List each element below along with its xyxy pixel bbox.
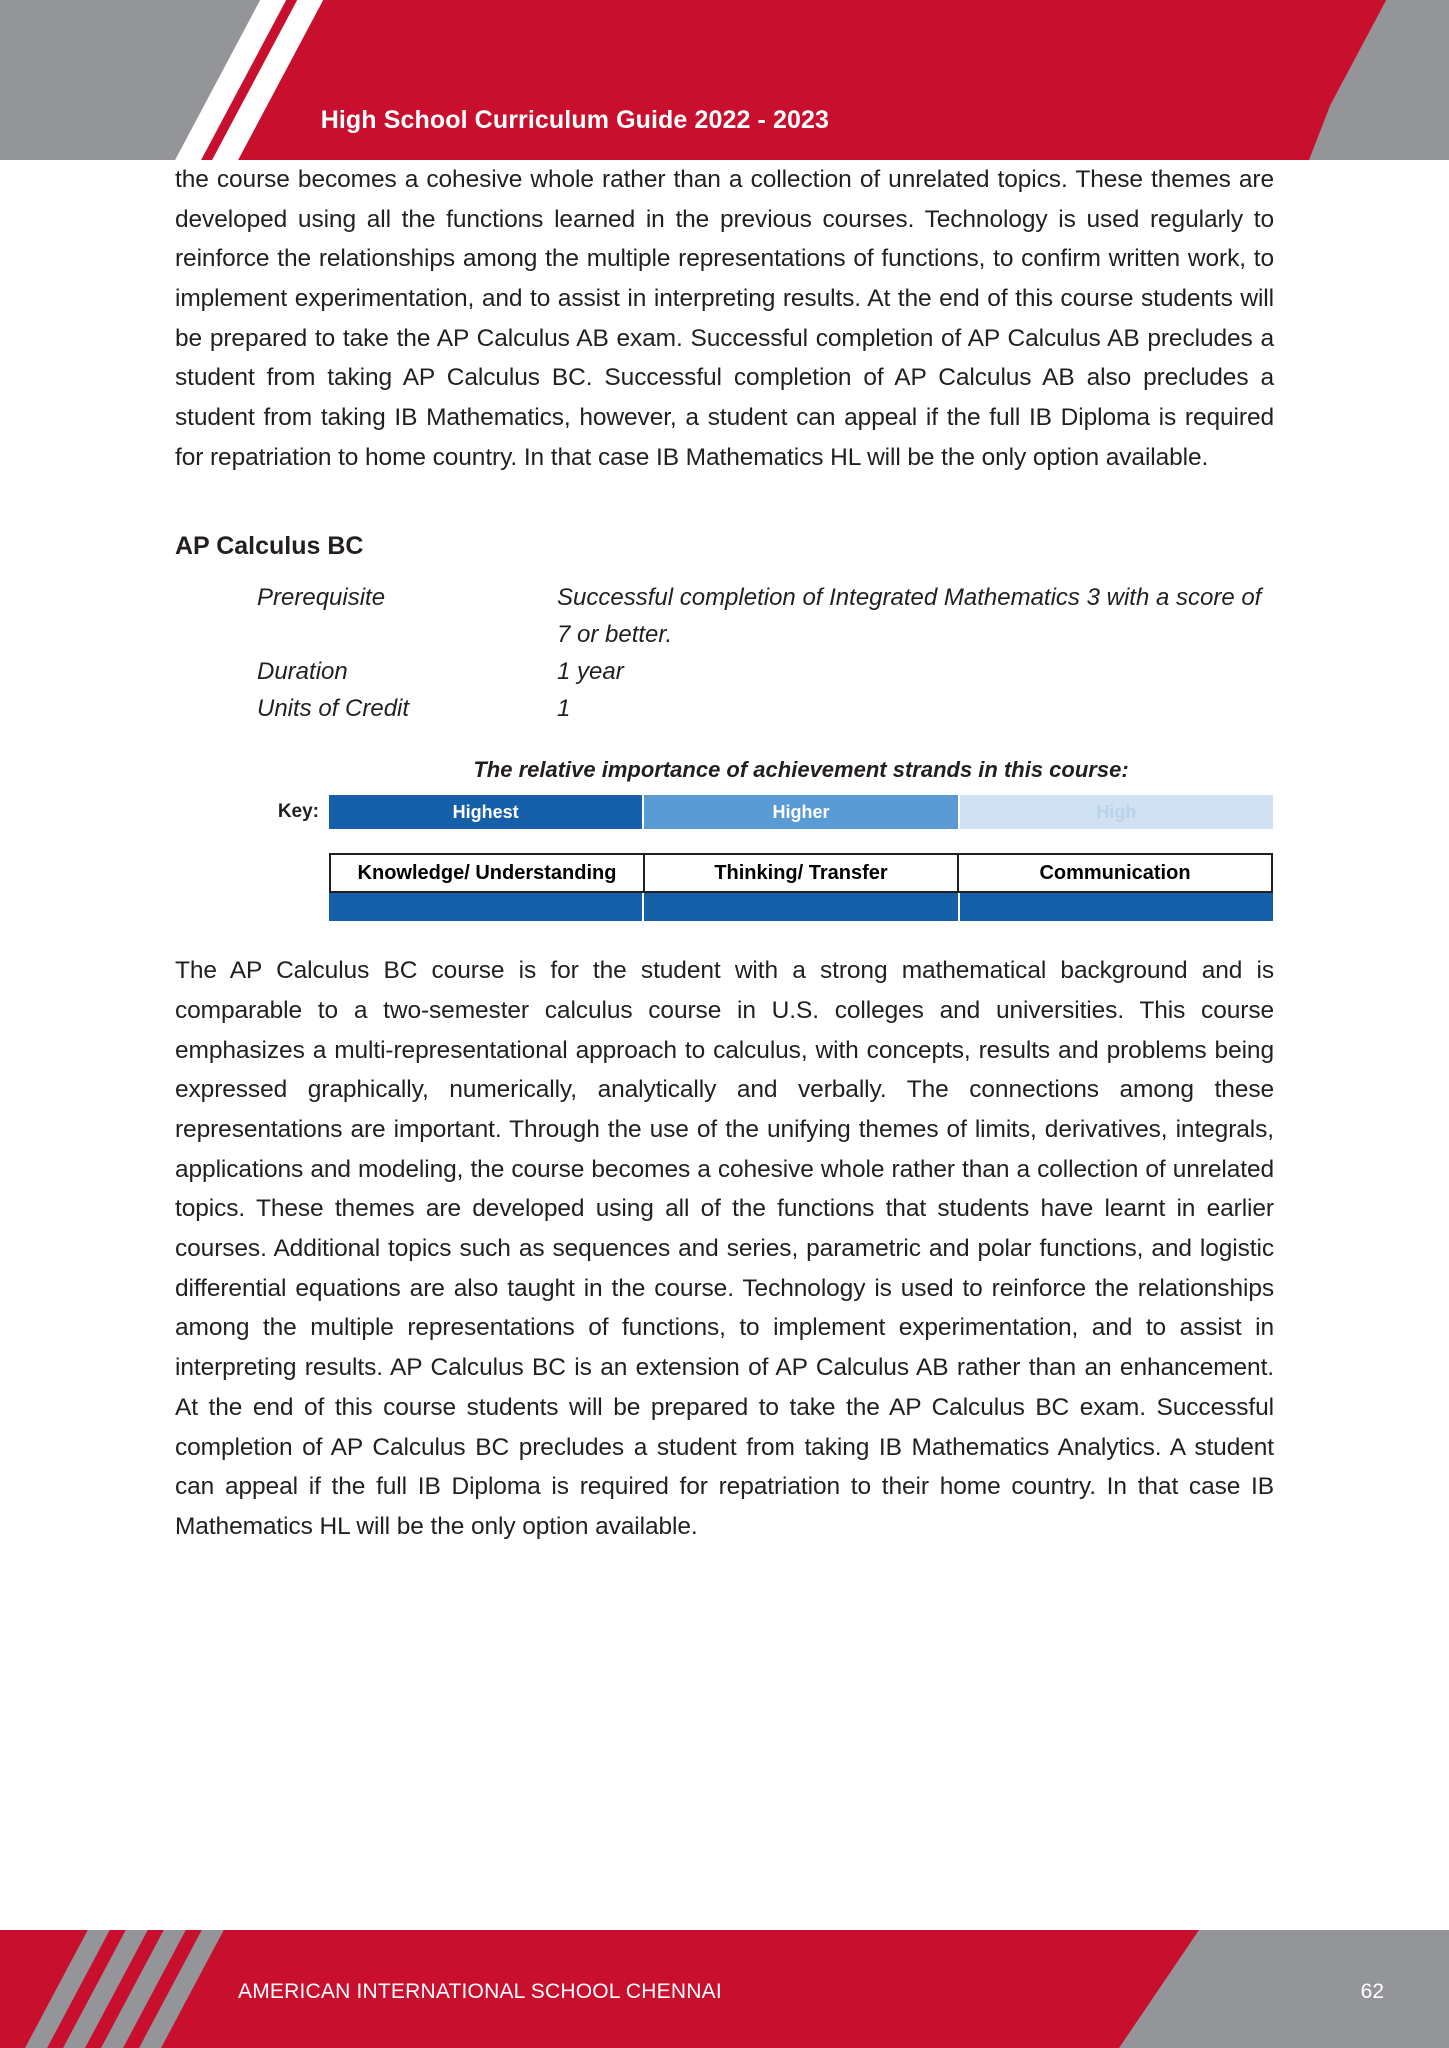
course-title: AP Calculus BC [175, 531, 364, 560]
intro-paragraph: the course becomes a cohesive whole rather than a collection of unrelated topics. These themes are developed using all the functions learned in the previous courses. Technology is used regularly to reinforce the relationships among the multiple representations of functions, to confirm written work, to implement experimentation, and to assist in interpreting results. At the end of this course students will be prepared to take the AP Calculus AB exam. Successful completion of AP Calculus AB precludes a student from taking AP Calculus BC. Successful completion of AP Calculus AB also precludes a student from taking IB Mathematics, however, a student can appeal if the full IB Diploma is required for repatriation to home country. In that case IB Mathematics HL will be the only option available. [175, 166, 1274, 471]
key-level-highest: Highest [329, 795, 644, 829]
strands-key-label: Key: [277, 801, 319, 823]
strand-bar-communication [960, 893, 1273, 921]
spec-label: Prerequisite [257, 583, 386, 611]
footer-page-number: 62 [1360, 1980, 1384, 2003]
achievement-strands-chart [273, 757, 1273, 921]
spec-value: 1 [557, 695, 571, 723]
strands-bar-row [329, 893, 1273, 921]
spec-row [257, 690, 1274, 727]
course-spec-table [257, 579, 1274, 728]
strands-caption: The relative importance of achievement strands in this course: [473, 757, 1129, 783]
spec-row [257, 653, 1274, 690]
course-description-paragraph: The AP Calculus BC course is for the student with a strong mathematical background and is comparable to a two-semester calculus course in U.S. colleges and universities. This course emphasizes a multi-representational approach to calculus, with concepts, results and problems being expressed graphically, numerically, analytically and verbally. The connections among these representations are important. Through the use of the unifying themes of limits, derivatives, integrals, applications and modeling, the course becomes a cohesive whole rather than a collection of unrelated topics. These themes are developed using all of the functions that students have learnt in earlier courses. Additional topics such as sequences and series, parametric and polar functions, and logistic differential equations are also taught in the course. Technology is used to reinforce the relationships among the multiple representations of functions, to implement experimentation, and to assist in interpreting results. AP Calculus BC is an extension of AP Calculus AB rather than an enhancement. At the end of this course students will be prepared to take the AP Calculus BC exam. Successful completion of AP Calculus BC precludes a student from taking IB Mathematics Analytics. A student can appeal if the full IB Diploma is required for repatriation to their home country. In that case IB Mathematics HL will be the only option available. [175, 957, 1274, 1540]
strand-bar-knowledge [329, 893, 644, 921]
strand-header-knowledge: Knowledge/ Understanding [329, 853, 644, 893]
strands-key-row [273, 795, 1273, 829]
spec-label: Units of Credit [257, 695, 410, 723]
page-header [0, 0, 1449, 160]
strand-header-thinking: Thinking/ Transfer [644, 853, 958, 893]
strands-header-row [329, 853, 1273, 893]
key-level-high: High [960, 795, 1273, 829]
footer-school-name: AMERICAN INTERNATIONAL SCHOOL CHENNAI [238, 1980, 722, 2003]
spec-value: 1 year [557, 657, 624, 685]
key-level-higher: Higher [644, 795, 959, 829]
page-title: High School Curriculum Guide 2022 - 2023 [320, 106, 829, 134]
page-footer [0, 1930, 1449, 2048]
strand-header-communication: Communication [958, 853, 1273, 893]
spec-row [257, 579, 1274, 653]
spec-label: Duration [257, 657, 348, 685]
spec-value: Successful completion of Integrated Mathematics 3 with a score of 7 or better. [557, 583, 1262, 648]
page-content [0, 160, 1449, 1547]
strand-bar-thinking [644, 893, 959, 921]
